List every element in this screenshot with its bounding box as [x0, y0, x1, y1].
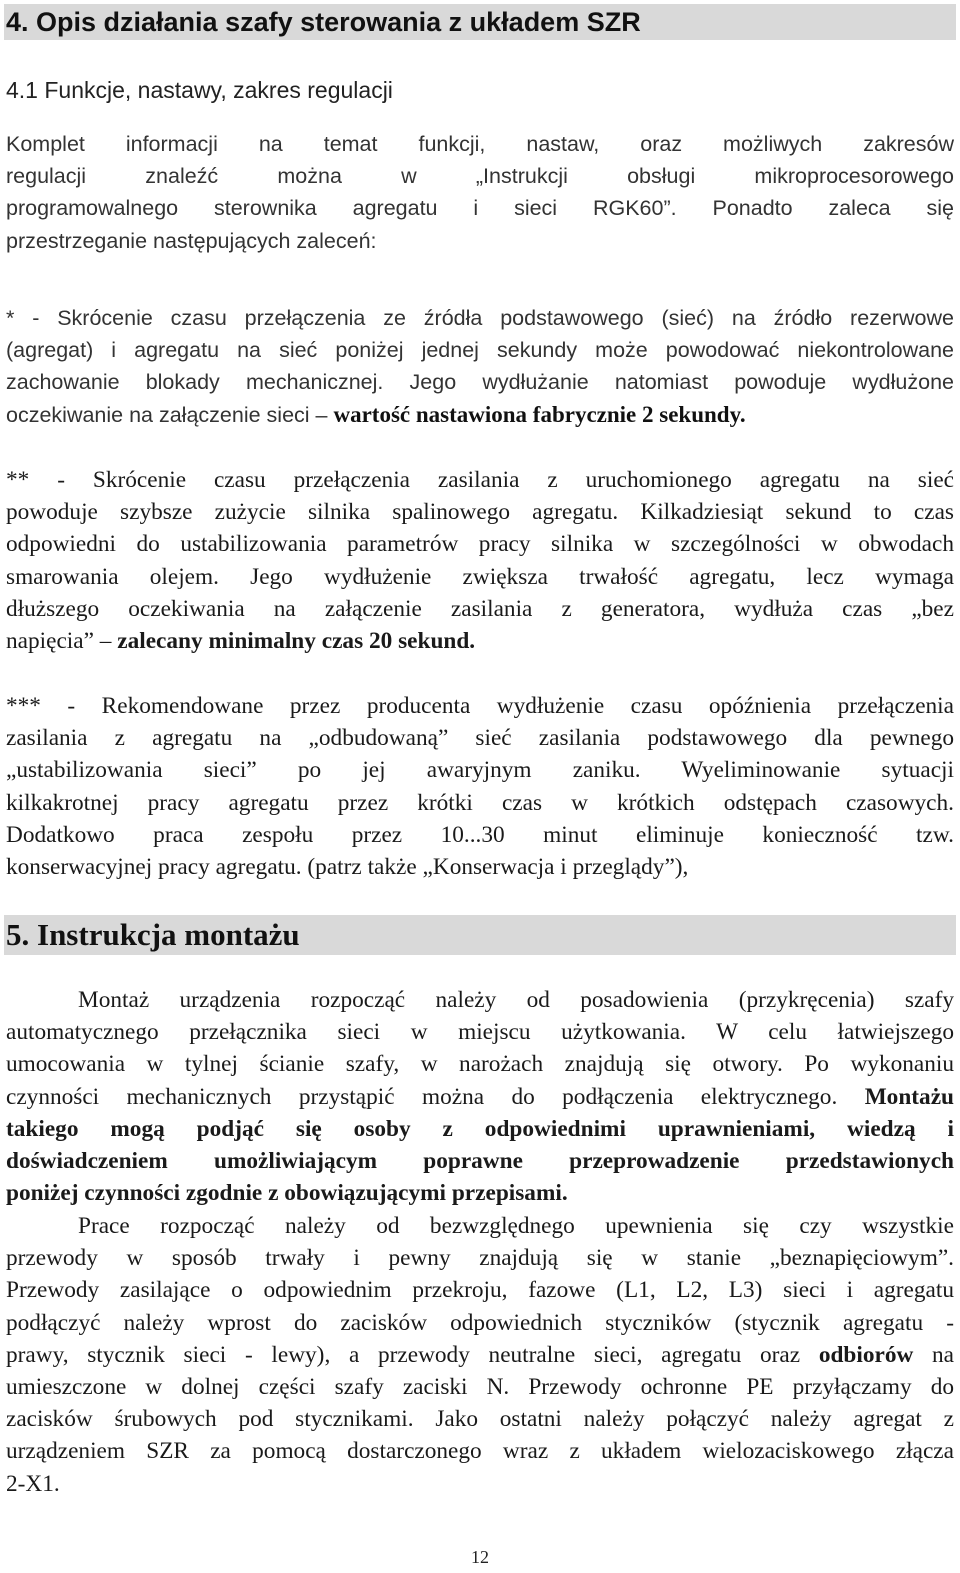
qualification-warning-line: poniżej czynności zgodnie z obowiązującymi przepisami. [6, 1180, 568, 1207]
intro-line: regulacji znaleźć można w „Instrukcji obsługi mikroprocesorowego [6, 164, 954, 189]
subsection-4-1-heading: 4.1 Funkcje, nastawy, zakres regulacji [6, 77, 393, 103]
note-1-line: zachowanie blokady mechanicznej. Jego wydłużanie natomiast powoduje wydłużone [6, 370, 954, 395]
installation-line: umieszczone w dolnej części szafy zaciski N. Przewody ochronne PE przyłączamy do [6, 1373, 954, 1400]
section-5-heading [4, 915, 956, 955]
note-3-last-line: konserwacyjnej pracy agregatu. (patrz także „Konserwacja i przeglądy”), [6, 853, 689, 880]
installation-line-text: czynności mechanicznych przystąpić można do podłączenia elektrycznego. [6, 1083, 865, 1110]
intro-line: przestrzeganie następujących zaleceń: [6, 228, 377, 253]
note-2-line: ** - Skrócenie czasu przełączenia zasilania z uruchomionego agregatu na sieć [6, 467, 954, 493]
note-3-paragraph [6, 690, 954, 883]
section-5-heading-text: 5. Instrukcja montażu [6, 917, 300, 952]
section-4-heading [4, 4, 956, 40]
note-2-line: dłuższego oczekiwania na załączenie zasilania z generatora, wydłuża czas „bez [6, 595, 954, 622]
receivers-term: odbiorów [818, 1341, 914, 1368]
note-2-paragraph [6, 464, 954, 657]
installation-line: umocowania w tylnej ścianie szafy, w narożach znajdują się otwory. Po wykonaniu [6, 1051, 954, 1078]
note-3-line: kilkakrotnej pracy agregatu przez krótki czas w krótkich odstępach czasowych. [6, 789, 954, 816]
qualification-warning-line: doświadczeniem umożliwiającym poprawne przeprowadzenie przedstawionych [6, 1147, 954, 1174]
note-2-last-text: napięcia” – [6, 627, 118, 654]
note-1-last-line [6, 399, 954, 431]
note-2-min-time: zalecany minimalny czas 20 sekund. [117, 627, 476, 654]
installation-line [6, 1081, 954, 1113]
note-3-line: zasilania z agregatu na „odbudowaną” sieć zasilania podstawowego dla pewnego [6, 725, 954, 752]
installation-line: urządzeniem SZR za pomocą dostarczonego wraz z układem wielozaciskowego złącza [6, 1438, 954, 1465]
installation-line [6, 1339, 954, 1371]
installation-line: podłączyć należy wprost do zacisków odpowiednich styczników (stycznik agregatu - [6, 1309, 954, 1336]
note-3-line: *** - Rekomendowane przez producenta wydłużenie czasu opóźnienia przełączenia [6, 693, 954, 719]
note-3-line: Dodatkowo praca zespołu przez 10...30 minut eliminuje konieczność tzw. [6, 821, 954, 848]
page-number: 12 [471, 1547, 489, 1567]
qualification-warning-start: Montażu [864, 1083, 954, 1110]
note-1-last-text: oczekiwanie na załączenie sieci – [6, 402, 334, 427]
installation-line: Montaż urządzenia rozpocząć należy od posadowienia (przykręcenia) szafy [78, 987, 954, 1013]
note-1-line: * - Skrócenie czasu przełączenia ze źródła podstawowego (sieć) na źródło rezerwowe [6, 306, 954, 330]
note-3-line: „ustabilizowania sieci” po jej awaryjnym zaniku. Wyeliminowanie sytuacji [6, 757, 954, 784]
installation-line: automatycznego przełącznika sieci w miejscu użytkowania. W celu łatwiejszego [6, 1019, 954, 1046]
installation-line: Przewody zasilające o odpowiednim przekroju, fazowe (L1, L2, L3) sieci i agregatu [6, 1277, 954, 1304]
installation-line: Prace rozpocząć należy od bezwzględnego upewnienia się czy wszystkie [78, 1213, 954, 1239]
note-2-line: powoduje szybsze zużycie silnika spalinowego agregatu. Kilkadziesiąt sekund to czas [6, 499, 954, 526]
installation-paragraph-2 [6, 1210, 954, 1500]
note-2-last-line [6, 625, 954, 657]
qualification-warning-line: takiego mogą podjąć się osoby z odpowiednimi uprawnieniami, wiedzą i [6, 1115, 954, 1142]
note-1-factory-setting: wartość nastawiona fabrycznie 2 sekundy. [333, 401, 746, 427]
installation-line: 2-X1. [6, 1470, 60, 1497]
note-1-paragraph [6, 302, 954, 431]
intro-line: Komplet informacji na temat funkcji, nastaw, oraz możliwych zakresów [6, 132, 954, 156]
installation-line: zacisków śrubowych pod stycznikami. Jako ostatni należy połączyć należy agregat z [6, 1406, 954, 1433]
installation-paragraph-1 [6, 984, 954, 1209]
installation-line-text: na [913, 1341, 954, 1368]
installation-line-text: prawy, stycznik sieci - lewy), a przewody neutralne sieci, agregatu oraz [6, 1341, 819, 1368]
intro-paragraph [6, 128, 954, 257]
section-4-heading-text: 4. Opis działania szafy sterowania z układem SZR [6, 7, 641, 37]
intro-line: programowalnego sterownika agregatu i sieci RGK60”. Ponadto zaleca się [6, 196, 954, 221]
note-2-line: odpowiedni do ustabilizowania parametrów pracy silnika w szczególności w obwodach [6, 531, 954, 558]
note-2-line: smarowania olejem. Jego wydłużenie zwiększa trwałość agregatu, lecz wymaga [6, 563, 954, 590]
note-1-line: (agregat) i agregatu na sieć poniżej jednej sekundy może powodować niekontrolowane [6, 338, 954, 363]
installation-line: przewody w sposób trwały i pewny znajdują się w stanie „beznapięciowym”. [6, 1245, 954, 1272]
